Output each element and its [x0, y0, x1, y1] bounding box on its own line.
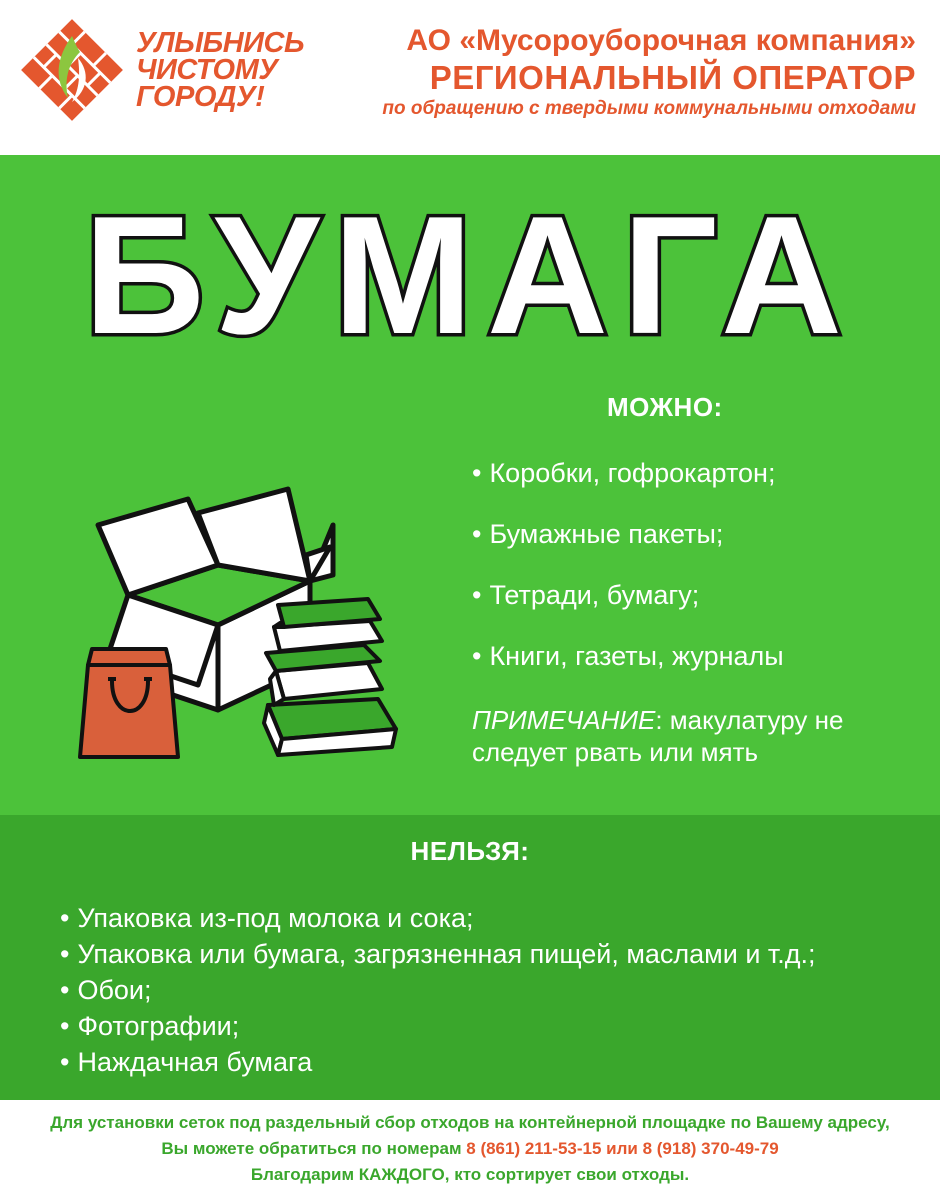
- bullet: •: [472, 641, 482, 671]
- footer: [0, 1100, 940, 1200]
- prohibited-heading: НЕЛЬЗЯ:: [410, 836, 530, 866]
- list-item: [472, 578, 784, 639]
- list-item: [472, 456, 784, 517]
- allowed-list: [472, 456, 784, 700]
- book-stack-icon: [264, 599, 396, 755]
- list-item-text: Упаковка из-под молока и сока;: [77, 903, 474, 933]
- list-item: [60, 972, 816, 1008]
- note-label: ПРИМЕЧАНИЕ: [472, 705, 656, 735]
- phone-number[interactable]: 8 (918) 370-49-79: [642, 1139, 779, 1158]
- list-item-text: Наждачная бумага: [77, 1047, 313, 1077]
- bullet: •: [60, 1047, 70, 1077]
- list-item-text: Фотографии;: [77, 1011, 240, 1041]
- footer-line-2: [0, 1136, 940, 1162]
- footer-text: Вы можете обратиться по номерам: [161, 1139, 467, 1158]
- company-role: РЕГИОНАЛЬНЫЙ ОПЕРАТОР: [429, 59, 916, 96]
- footer-conjunction: или: [601, 1139, 643, 1158]
- allowed-heading: МОЖНО:: [607, 392, 723, 422]
- paper-bag-icon: [80, 649, 178, 757]
- list-item-text: Бумажные пакеты;: [489, 519, 724, 549]
- slogan-line: ЧИСТОМУ: [136, 54, 278, 86]
- bullet: •: [60, 1011, 70, 1041]
- company-subtitle: по обращению с твердыми коммунальными отходами: [382, 98, 916, 119]
- note-text: : макулатуру не следует рвать или мять: [472, 705, 844, 767]
- illustration: [78, 485, 408, 765]
- list-item-text: Книги, газеты, журналы: [489, 641, 784, 671]
- list-item: [60, 1008, 816, 1044]
- list-item-text: Обои;: [77, 975, 152, 1005]
- slogan: [136, 27, 304, 113]
- note: [472, 704, 892, 768]
- header: [0, 0, 940, 155]
- list-item-text: Тетради, бумагу;: [489, 580, 700, 610]
- logo-icon: [20, 18, 124, 122]
- company-block: [382, 24, 916, 120]
- bullet: •: [472, 458, 482, 488]
- list-item: [472, 517, 784, 578]
- list-item-text: Упаковка или бумага, загрязненная пищей, маслами и т.д.;: [77, 939, 816, 969]
- slogan-line: ГОРОДУ!: [136, 81, 265, 113]
- list-item: [60, 900, 816, 936]
- company-name: АО «Мусороуборочная компания»: [406, 24, 916, 57]
- footer-line-1: Для установки сеток под раздельный сбор отходов на контейнерной площадке по Вашему адресу,: [50, 1113, 890, 1132]
- list-item: [472, 639, 784, 700]
- bullet: •: [60, 903, 70, 933]
- page-title: [0, 183, 940, 363]
- list-item: [60, 1044, 816, 1080]
- footer-line-3: Благодарим КАЖДОГО, кто сортирует свои отходы.: [250, 1165, 690, 1184]
- list-item: [60, 936, 816, 972]
- phone-number[interactable]: 8 (861) 211-53-15: [466, 1139, 602, 1158]
- bullet: •: [472, 519, 482, 549]
- bullet: •: [472, 580, 482, 610]
- page-title-text: БУМАГА: [83, 183, 857, 363]
- slogan-line: УЛЫБНИСЬ: [136, 27, 304, 59]
- prohibited-list: [60, 900, 816, 1080]
- bullet: •: [60, 975, 70, 1005]
- list-item-text: Коробки, гофрокартон;: [489, 458, 776, 488]
- bullet: •: [60, 939, 70, 969]
